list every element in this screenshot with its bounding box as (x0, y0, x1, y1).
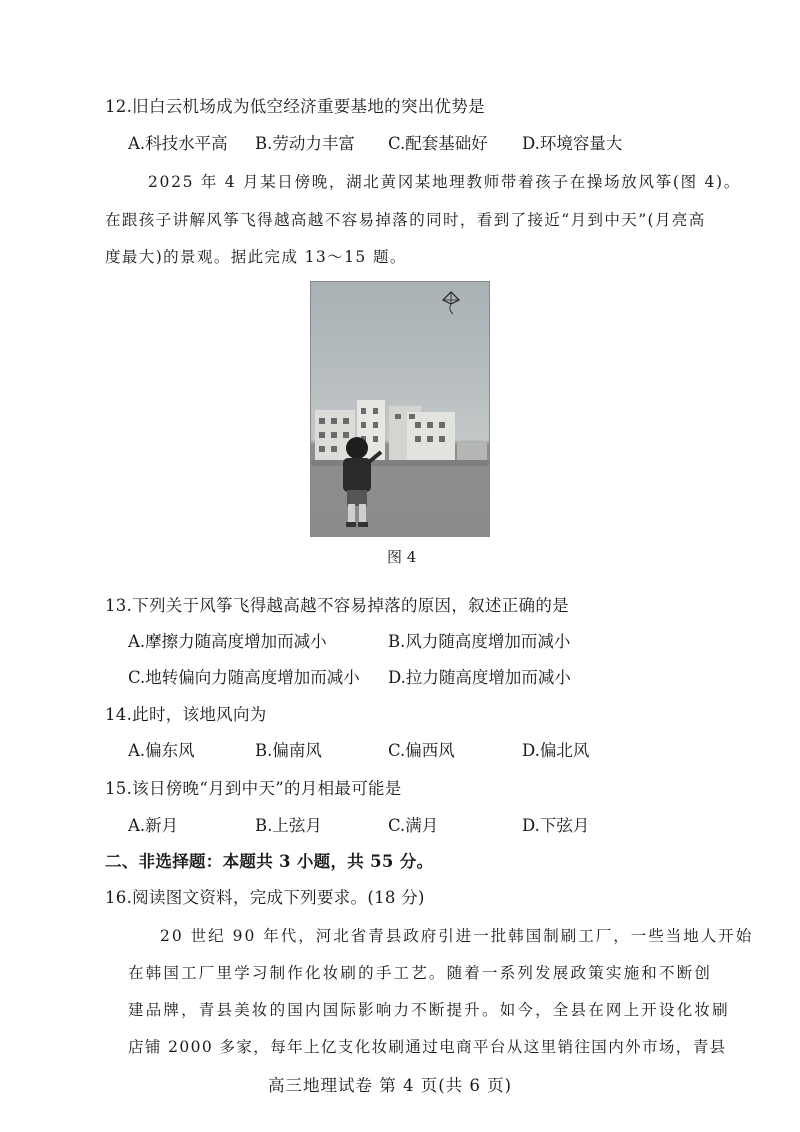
question-14-option-a: A.偏东风 (128, 741, 195, 760)
figure-4-caption: 图 4 (387, 548, 417, 566)
figure-4-photo (310, 281, 490, 537)
question-12-option-b: B.劳动力丰富 (255, 134, 355, 153)
buildings (311, 400, 489, 466)
question-16-line-2: 在韩国工厂里学习制作化妆刷的手工艺。随着一系列发展政策实施和不断创 (128, 964, 713, 982)
intro-line-3: 度最大)的景观。据此完成 13～15 题。 (105, 248, 407, 266)
page-footer: 高三地理试卷 第 4 页(共 6 页) (268, 1076, 513, 1095)
question-15-option-c: C.满月 (388, 816, 439, 835)
question-13-option-d: D.拉力随高度增加而减小 (388, 668, 571, 687)
intro-line-2: 在跟孩子讲解风筝飞得越高越不容易掉落的同时，看到了接近“月到中天”(月亮高 (105, 211, 706, 229)
question-13-stem: 13.下列关于风筝飞得越高越不容易掉落的原因，叙述正确的是 (105, 596, 569, 615)
question-14-stem: 14.此时，该地风向为 (105, 705, 267, 724)
question-16-line-3: 建品牌，青县美妆的国内国际影响力不断提升。如今，全县在网上开设化妆刷 (128, 1001, 730, 1019)
section-2-title: 二、非选择题：本题共 3 小题，共 55 分。 (105, 852, 434, 871)
question-12-option-d: D.环境容量大 (522, 134, 623, 153)
kite-scene-illustration (311, 282, 489, 536)
question-15-stem: 15.该日傍晚“月到中天”的月相最可能是 (105, 779, 402, 798)
question-15-option-b: B.上弦月 (255, 816, 322, 835)
question-13-option-b: B.风力随高度增加而减小 (388, 632, 571, 651)
question-12-option-a: A.科技水平高 (128, 134, 228, 153)
question-14-option-c: C.偏西风 (388, 741, 455, 760)
kite-icon (443, 292, 459, 314)
intro-line-1: 2025 年 4 月某日傍晚，湖北黄冈某地理教师带着孩子在操场放风筝(图 4)。 (148, 173, 741, 191)
question-12-option-c: C.配套基础好 (388, 134, 488, 153)
question-15-option-d: D.下弦月 (522, 816, 590, 835)
question-15-option-a: A.新月 (128, 816, 179, 835)
question-16-line-1: 20 世纪 90 年代，河北省青县政府引进一批韩国制刷工厂，一些当地人开始 (160, 927, 754, 945)
question-12-stem: 12.旧白云机场成为低空经济重要基地的突出优势是 (105, 97, 485, 116)
question-16-stem: 16.阅读图文资料，完成下列要求。(18 分) (105, 888, 425, 907)
question-14-option-b: B.偏南风 (255, 741, 322, 760)
question-14-option-d: D.偏北风 (522, 741, 590, 760)
question-13-option-a: A.摩擦力随高度增加而减小 (128, 632, 327, 651)
question-13-option-c: C.地转偏向力随高度增加而减小 (128, 668, 360, 687)
question-16-line-4: 店铺 2000 多家，每年上亿支化妆刷通过电商平台从这里销往国内外市场，青县 (128, 1038, 727, 1056)
